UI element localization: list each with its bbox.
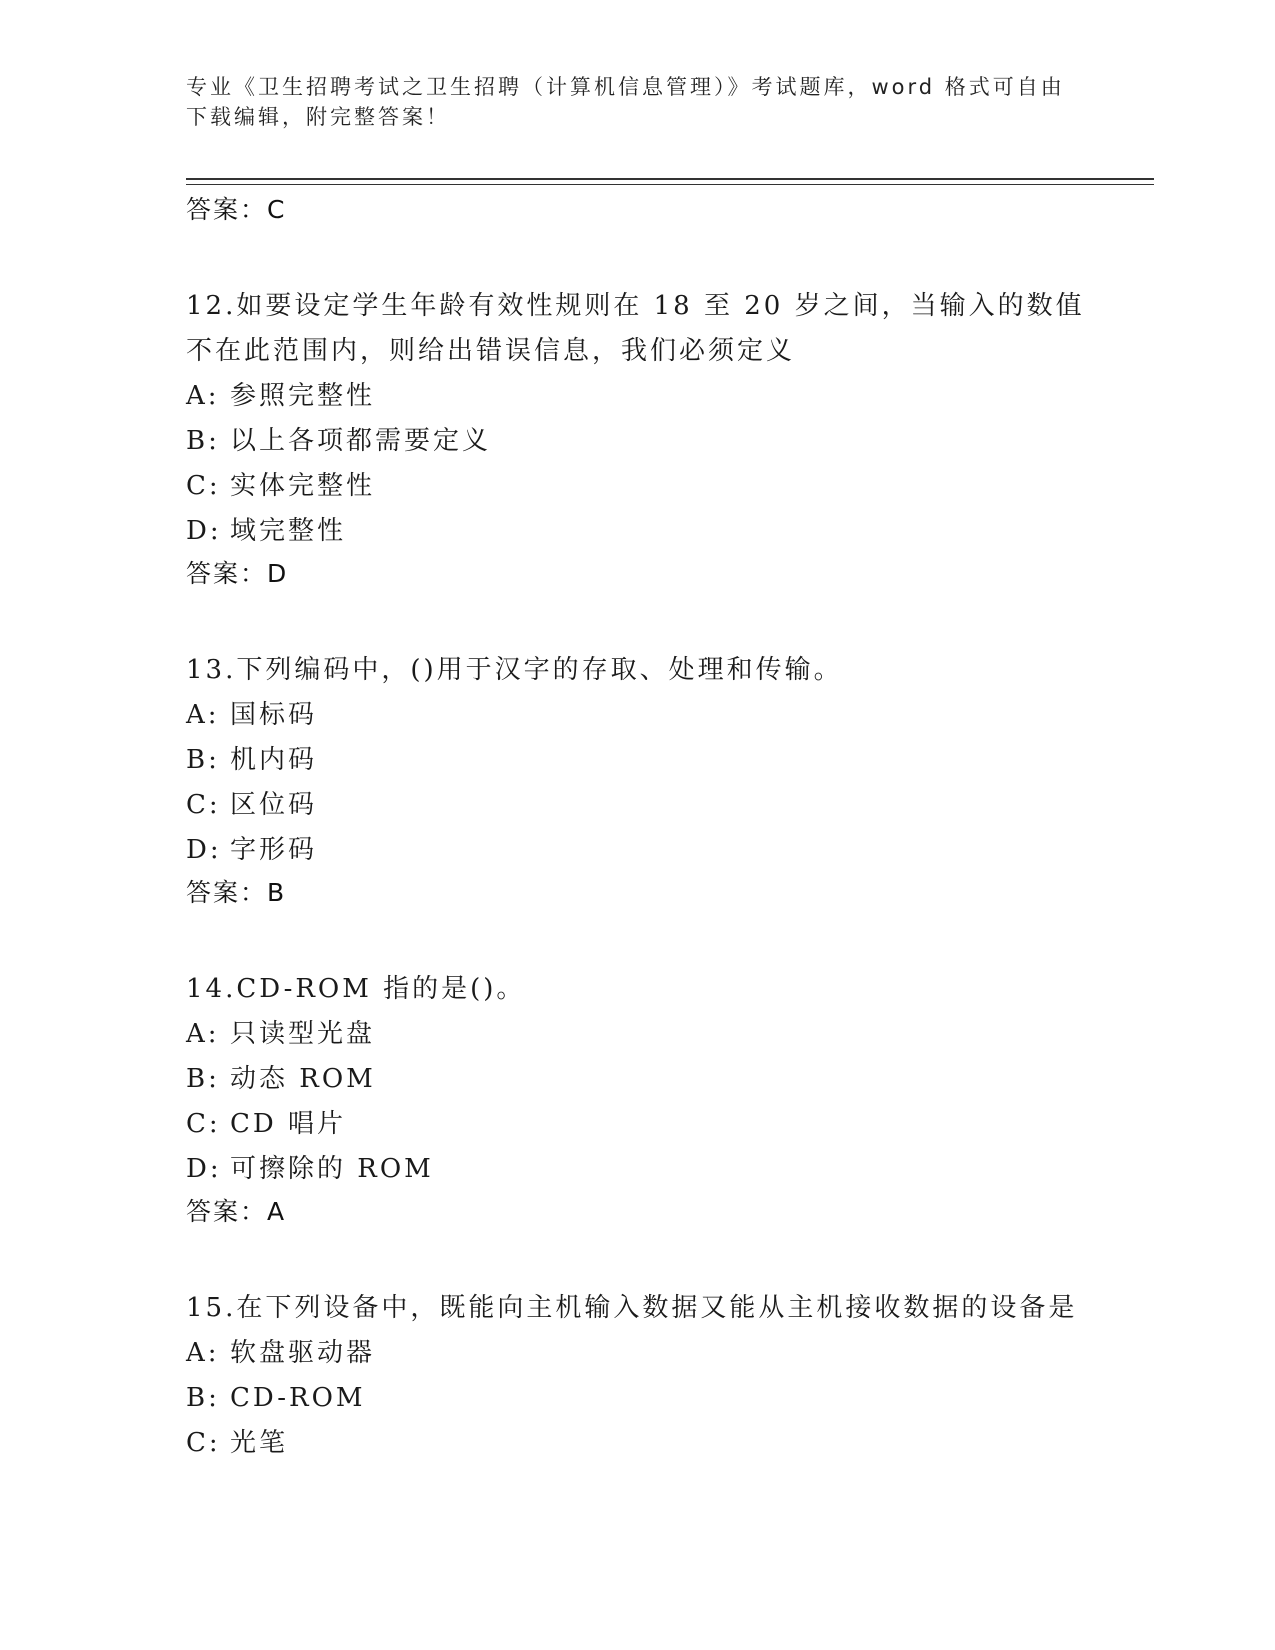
answer-line: 答案：D [186,559,289,588]
question-12 [186,284,1086,604]
spacer [186,923,1086,967]
option-b [186,1057,1086,1102]
option-letter: B: [186,1064,220,1094]
option-text: 光笔 [230,1428,289,1458]
option-letter: A: [186,700,220,730]
option-text: 软盘驱动器 [230,1338,376,1368]
option-letter: D: [186,835,222,865]
option-c [186,1102,1086,1147]
option-text: 域完整性 [230,516,347,546]
option-d [186,828,1086,873]
option-letter: D: [186,516,222,546]
option-text: 参照完整性 [230,381,376,411]
option-c [186,1421,1086,1466]
option-c [186,464,1086,509]
option-letter: A: [186,381,220,411]
option-letter: B: [186,426,220,456]
spacer [186,604,1086,648]
header-rule-thin [186,184,1154,185]
option-d [186,509,1086,554]
option-a [186,693,1086,738]
option-b [186,738,1086,783]
option-text: 字形码 [230,835,318,865]
option-text: 区位码 [230,790,318,820]
question-14 [186,967,1086,1242]
answer-line: 答案：B [186,878,287,907]
question-stem: 15.在下列设备中，既能向主机输入数据又能从主机接收数据的设备是 [186,1293,1078,1323]
option-text: 只读型光盘 [230,1019,376,1049]
option-b [186,419,1086,464]
option-d [186,1147,1086,1192]
option-letter: C: [186,1428,221,1458]
answer-line: 答案：C [186,195,287,224]
option-letter: A: [186,1019,220,1049]
option-text: 实体完整性 [230,471,376,501]
option-a [186,1012,1086,1057]
option-text: 动态 ROM [230,1064,376,1094]
option-a [186,374,1086,419]
header-rule-thick [186,178,1154,180]
question-15 [186,1286,1086,1466]
question-stem: 12.如要设定学生年龄有效性规则在 18 至 20 岁之间，当输入的数值不在此范围内，则给出错误信息，我们必须定义 [186,291,1085,366]
option-c [186,783,1086,828]
option-text: 国标码 [230,700,318,730]
question-stem: 13.下列编码中，()用于汉字的存取、处理和传输。 [186,655,843,685]
option-letter: B: [186,745,220,775]
question-stem: 14.CD-ROM 指的是()。 [186,974,526,1004]
answer-line: 答案：A [186,1197,287,1226]
page-header: 专业《卫生招聘考试之卫生招聘（计算机信息管理）》考试题库，word 格式可自由下载编辑，附完整答案！ [186,75,1065,129]
option-text: 可擦除的 ROM [230,1154,434,1184]
option-a [186,1331,1086,1376]
option-letter: A: [186,1338,220,1368]
option-letter: C: [186,1109,221,1139]
spacer [186,1242,1086,1286]
question-list [186,190,1086,1466]
option-letter: D: [186,1154,222,1184]
option-text: 以上各项都需要定义 [230,426,492,456]
option-b [186,1376,1086,1421]
question-13 [186,648,1086,923]
option-letter: C: [186,471,221,501]
option-letter: C: [186,790,221,820]
option-text: CD-ROM [230,1383,366,1413]
spacer [186,240,1086,284]
option-text: 机内码 [230,745,318,775]
option-text: CD 唱片 [230,1109,347,1139]
option-letter: B: [186,1383,220,1413]
